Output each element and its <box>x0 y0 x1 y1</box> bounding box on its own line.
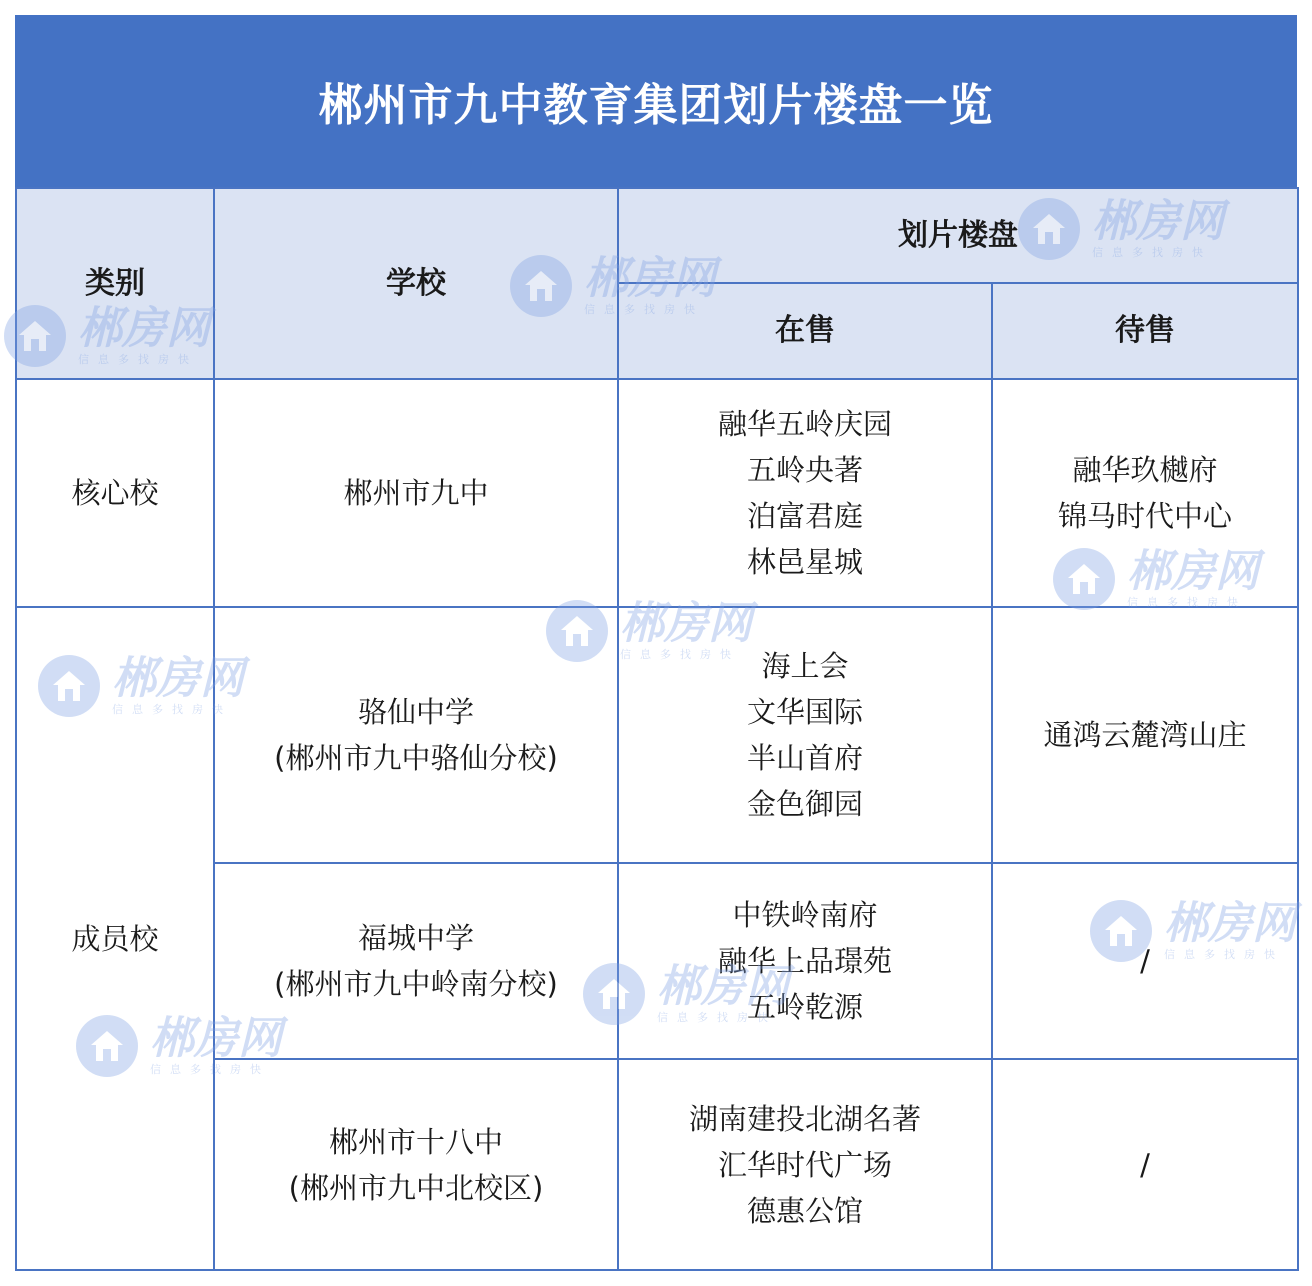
on-sale-cell <box>618 1059 992 1270</box>
category-cell: 核心校 <box>16 379 214 607</box>
school-name: 福城中学 <box>357 921 474 955</box>
watermark-brand: 郴房网 <box>112 653 244 704</box>
watermark-brand: 郴房网 <box>620 598 752 649</box>
estate-item: / <box>1140 1147 1150 1182</box>
estate-item: 文华国际 <box>746 695 863 729</box>
estate-item: 融华五岭庆园 <box>717 407 892 441</box>
estate-item: 锦马时代中心 <box>1057 499 1232 533</box>
housing-table-sheet <box>15 15 1297 1271</box>
watermark-slogan: 信息多找房快 <box>657 1011 777 1024</box>
school-cell <box>214 379 618 607</box>
on-sale-cell <box>618 863 992 1059</box>
watermark-brand: 郴房网 <box>150 1013 282 1064</box>
watermark-slogan: 信息多找房快 <box>150 1063 270 1076</box>
header-on-sale: 在售 <box>618 283 992 379</box>
school-cell <box>214 607 618 863</box>
header-category: 类别 <box>16 188 214 379</box>
pending-cell <box>992 1059 1298 1270</box>
estate-item: 湖南建投北湖名著 <box>688 1101 921 1136</box>
estate-item: 通鸿云麓湾山庄 <box>1043 718 1247 752</box>
school-alias: (郴州市九中骆仙分校) <box>274 741 558 775</box>
watermark-slogan: 信息多找房快 <box>1127 596 1247 609</box>
estate-item: 中铁岭南府 <box>732 898 878 932</box>
estate-item: / <box>1140 944 1150 978</box>
watermark-brand: 郴房网 <box>1127 546 1259 597</box>
estate-table <box>15 187 1299 1271</box>
table-row <box>16 607 1298 863</box>
estate-item: 五岭央著 <box>746 453 863 487</box>
watermark-brand: 郴房网 <box>657 961 789 1012</box>
watermark-brand: 郴房网 <box>584 253 716 304</box>
pending-cell <box>992 607 1298 863</box>
watermark-brand: 郴房网 <box>1092 196 1224 247</box>
estate-item: 融华玖樾府 <box>1072 453 1218 487</box>
watermark-slogan: 信息多找房快 <box>112 703 232 716</box>
watermark-slogan: 信息多找房快 <box>78 353 198 366</box>
estate-item: 金色御园 <box>746 787 863 821</box>
estate-item: 德惠公馆 <box>746 1193 863 1228</box>
watermark-brand: 郴房网 <box>78 303 210 354</box>
estate-item: 汇华时代广场 <box>717 1147 892 1182</box>
watermark-slogan: 信息多找房快 <box>1092 246 1212 259</box>
estate-item: 融华上品璟苑 <box>717 944 892 978</box>
estate-item: 泊富君庭 <box>746 499 863 533</box>
on-sale-cell <box>618 379 992 607</box>
watermark-brand: 郴房网 <box>1164 898 1296 949</box>
estate-item: 五岭乾源 <box>746 990 863 1024</box>
estate-item: 海上会 <box>761 649 849 683</box>
school-name: 郴州市九中 <box>343 476 489 510</box>
watermark-slogan: 信息多找房快 <box>620 648 740 661</box>
header-estates: 划片楼盘 <box>618 188 1298 283</box>
estate-item: 半山首府 <box>746 741 863 775</box>
pending-cell <box>992 379 1298 607</box>
watermark-slogan: 信息多找房快 <box>1164 948 1284 961</box>
school-cell <box>214 1059 618 1270</box>
school-name: 骆仙中学 <box>357 695 474 729</box>
on-sale-cell <box>618 607 992 863</box>
table-row <box>16 379 1298 607</box>
header-school: 学校 <box>214 188 618 379</box>
estate-item: 林邑星城 <box>746 545 863 579</box>
school-name: 郴州市十八中 <box>328 1124 503 1159</box>
school-alias: (郴州市九中岭南分校) <box>274 967 558 1001</box>
watermark-slogan: 信息多找房快 <box>584 303 704 316</box>
pending-cell <box>992 863 1298 1059</box>
header-pending: 待售 <box>992 283 1298 379</box>
school-cell <box>214 863 618 1059</box>
school-alias: (郴州市九中北校区) <box>288 1170 544 1205</box>
page-title: 郴州市九中教育集团划片楼盘一览 <box>15 15 1297 187</box>
category-cell: 成员校 <box>16 607 214 1270</box>
